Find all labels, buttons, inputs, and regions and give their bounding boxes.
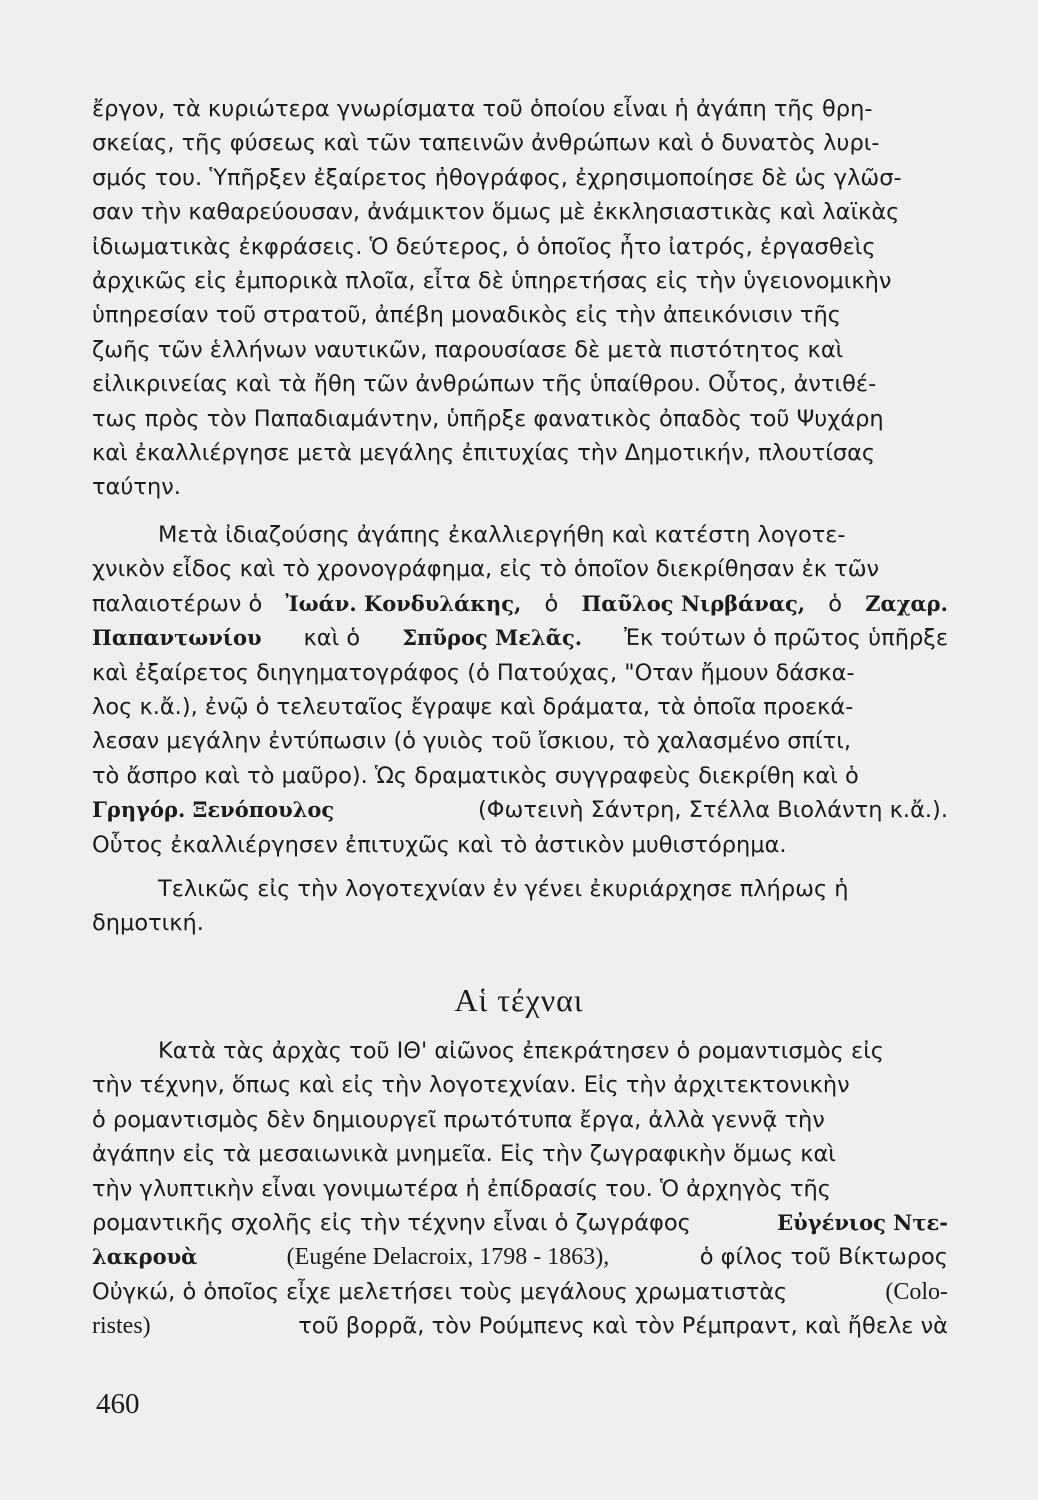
text-line: σμός του. Ὑπῆρξεν ἐξαίρετος ἠθογράφος, ἐχρησιμοποίησε δὲ ὡς γλῶσ- [92, 164, 902, 191]
text-line: ρομαντικῆς σχολῆς εἰς τὴν τέχνην εἶναι ὁ ζωγράφος Εὐγένιος Ντε- [92, 1206, 948, 1240]
text-line: σαν τὴν καθαρεύουσαν, ἀνάμικτον ὅμως μὲ ἐκκλησιαστικὰς καὶ λαϊκὰς [92, 199, 900, 226]
text-line: Οὐγκώ, ὁ ὁποῖος εἶχε μελετήσει τοὺς μεγάλους χρωματιστὰς (Colo- [92, 1278, 948, 1305]
text-line: λος κ.ἄ.), ἐνῷ ὁ τελευταῖος ἔγραψε καὶ δράματα, τὰ ὁποῖα προεκά- [92, 693, 854, 720]
author-name: Γρηγόρ. Ξενόπουλος [92, 797, 335, 823]
author-name: Σπῦρος Μελᾶς. [402, 625, 583, 651]
text-line: λεσαν μεγάλην ἐντύπωσιν (ὁ γυιὸς τοῦ ἴσκιου, τὸ χαλασμένο σπίτι, [92, 728, 851, 755]
text-line: καὶ ἐξαίρετος διηγηματογράφος (ὁ Πατούχας, "Οταν ἤμουν δάσκα- [92, 659, 855, 686]
text-line: ὑπηρεσίαν τοῦ στρατοῦ, ἀπέβη μοναδικὸς εἰς τὴν ἀπεικόνισιν τῆς [92, 302, 841, 329]
text-line: ἰδιωματικὰς ἐκφράσεις. Ὁ δεύτερος, ὁ ὁποῖος ἦτο ἰατρός, ἐργασθεὶς [92, 233, 876, 260]
paragraph-3 [92, 872, 948, 941]
text-line: ristes) τοῦ βορρᾶ, τὸν Ρούμπενς καὶ τὸν Ρέμπραντ, καὶ ἤθελε νὰ [92, 1313, 948, 1340]
text-line: λακρουὰ (Eugéne Delacroix, 1798 - 1863), ὁ φίλος τοῦ Βίκτωρος [92, 1240, 948, 1274]
text-line: χνικὸν εἶδος καὶ τὸ χρονογράφημα, εἰς τὸ ὁποῖον διεκρίθησαν ἐκ τῶν [92, 556, 880, 583]
section-heading: Αἱ τέχναι [454, 982, 584, 1018]
author-name: Παῦλος Νιρβάνας, [581, 590, 806, 616]
text-line: Γρηγόρ. Ξενόπουλος (Φωτεινὴ Σάντρη, Στέλλα Βιολάντη κ.ἄ.). [92, 793, 948, 827]
author-name: Παπαντωνίου [92, 625, 262, 651]
text-line: Κατὰ τὰς ἀρχὰς τοῦ ΙΘ' αἰῶνος ἐπεκράτησεν ὁ ρομαντισμὸς εἰς [158, 1038, 885, 1064]
text-line: ἔργον, τὰ κυριώτερα γνωρίσματα τοῦ ὁποίου εἶναι ἡ ἀγάπη τῆς θρη- [92, 96, 873, 122]
author-name: Εὐγένιος Ντε- [777, 1209, 948, 1235]
paragraph-2 [92, 518, 948, 862]
text-line: Τελικῶς εἰς τὴν λογοτεχνίαν ἐν γένει ἐκυριάρχησε πλήρως ἡ [158, 876, 849, 902]
author-name: Ἰωάν. Κονδυλάκης, [285, 590, 522, 616]
text-line: παλαιοτέρων ὁ Ἰωάν. Κονδυλάκης, ὁ Παῦλος Νιρβάνας, ὁ Ζαχαρ. [92, 587, 948, 621]
text-line: σκείας, τῆς φύσεως καὶ τῶν ταπεινῶν ἀνθρώπων καὶ ὁ δυνατὸς λυρι- [92, 130, 880, 157]
page-number: 460 [96, 1388, 140, 1420]
text-line: εἰλικρινείας καὶ τὰ ἤθη τῶν ἀνθρώπων τῆς ὑπαίθρου. Οὗτος, ἀντιθέ- [92, 371, 877, 398]
text-line: δημοτική. [92, 910, 204, 937]
paragraph-1 [92, 92, 948, 505]
text-line: τὸ ἄσπρο καὶ τὸ μαῦρο). Ὡς δραματικὸς συγγραφεὺς διεκρίθη καὶ ὁ [92, 762, 859, 789]
paragraph-4 [92, 1034, 948, 1344]
author-name: λακρουὰ [92, 1244, 198, 1270]
text-line: ὁ ρομαντισμὸς δὲν δημιουργεῖ πρωτότυπα ἔργα, ἀλλὰ γεννᾷ τὴν [92, 1106, 825, 1133]
text-line: τως πρὸς τὸν Παπαδιαμάντην, ὑπῆρξε φανατικὸς ὀπαδὸς τοῦ Ψυχάρη [92, 405, 884, 432]
text-line: ταύτην. [92, 474, 181, 501]
text-line: καὶ ἐκαλλιέργησε μετὰ μεγάλης ἐπιτυχίας τὴν Δημοτικήν, πλουτίσας [92, 439, 876, 466]
author-name: Ζαχαρ. [865, 590, 948, 616]
text-line: Παπαντωνίου καὶ ὁ Σπῦρος Μελᾶς. Ἐκ τούτων ὁ πρῶτος ὑπῆρξε [92, 621, 948, 655]
text-line: Οὗτος ἐκαλλιέργησεν ἐπιτυχῶς καὶ τὸ ἀστικὸν μυθιστόρημα. [92, 831, 787, 858]
text-line: ἀγάπην εἰς τὰ μεσαιωνικὰ μνημεῖα. Εἰς τὴν ζωγραφικὴν ὅμως καὶ [92, 1141, 836, 1168]
text-line: ζωῆς τῶν ἑλλήνων ναυτικῶν, παρουσίασε δὲ μετὰ πιστότητος καὶ [92, 336, 844, 363]
text-line: ἀρχικῶς εἰς ἐμπορικὰ πλοῖα, εἶτα δὲ ὑπηρετήσας εἰς τὴν ὑγειονομικὴν [92, 267, 892, 294]
text-line: τὴν γλυπτικὴν εἶναι γονιμωτέρα ἡ ἐπίδρασίς του. Ὁ ἀρχηγὸς τῆς [92, 1175, 831, 1202]
text-line: Μετὰ ἰδιαζούσης ἀγάπης ἐκαλλιεργήθη καὶ κατέστη λογοτε- [158, 522, 846, 548]
text-line: τὴν τέχνην, ὅπως καὶ εἰς τὴν λογοτεχνίαν. Εἰς τὴν ἀρχιτεκτονικὴν [92, 1072, 850, 1099]
